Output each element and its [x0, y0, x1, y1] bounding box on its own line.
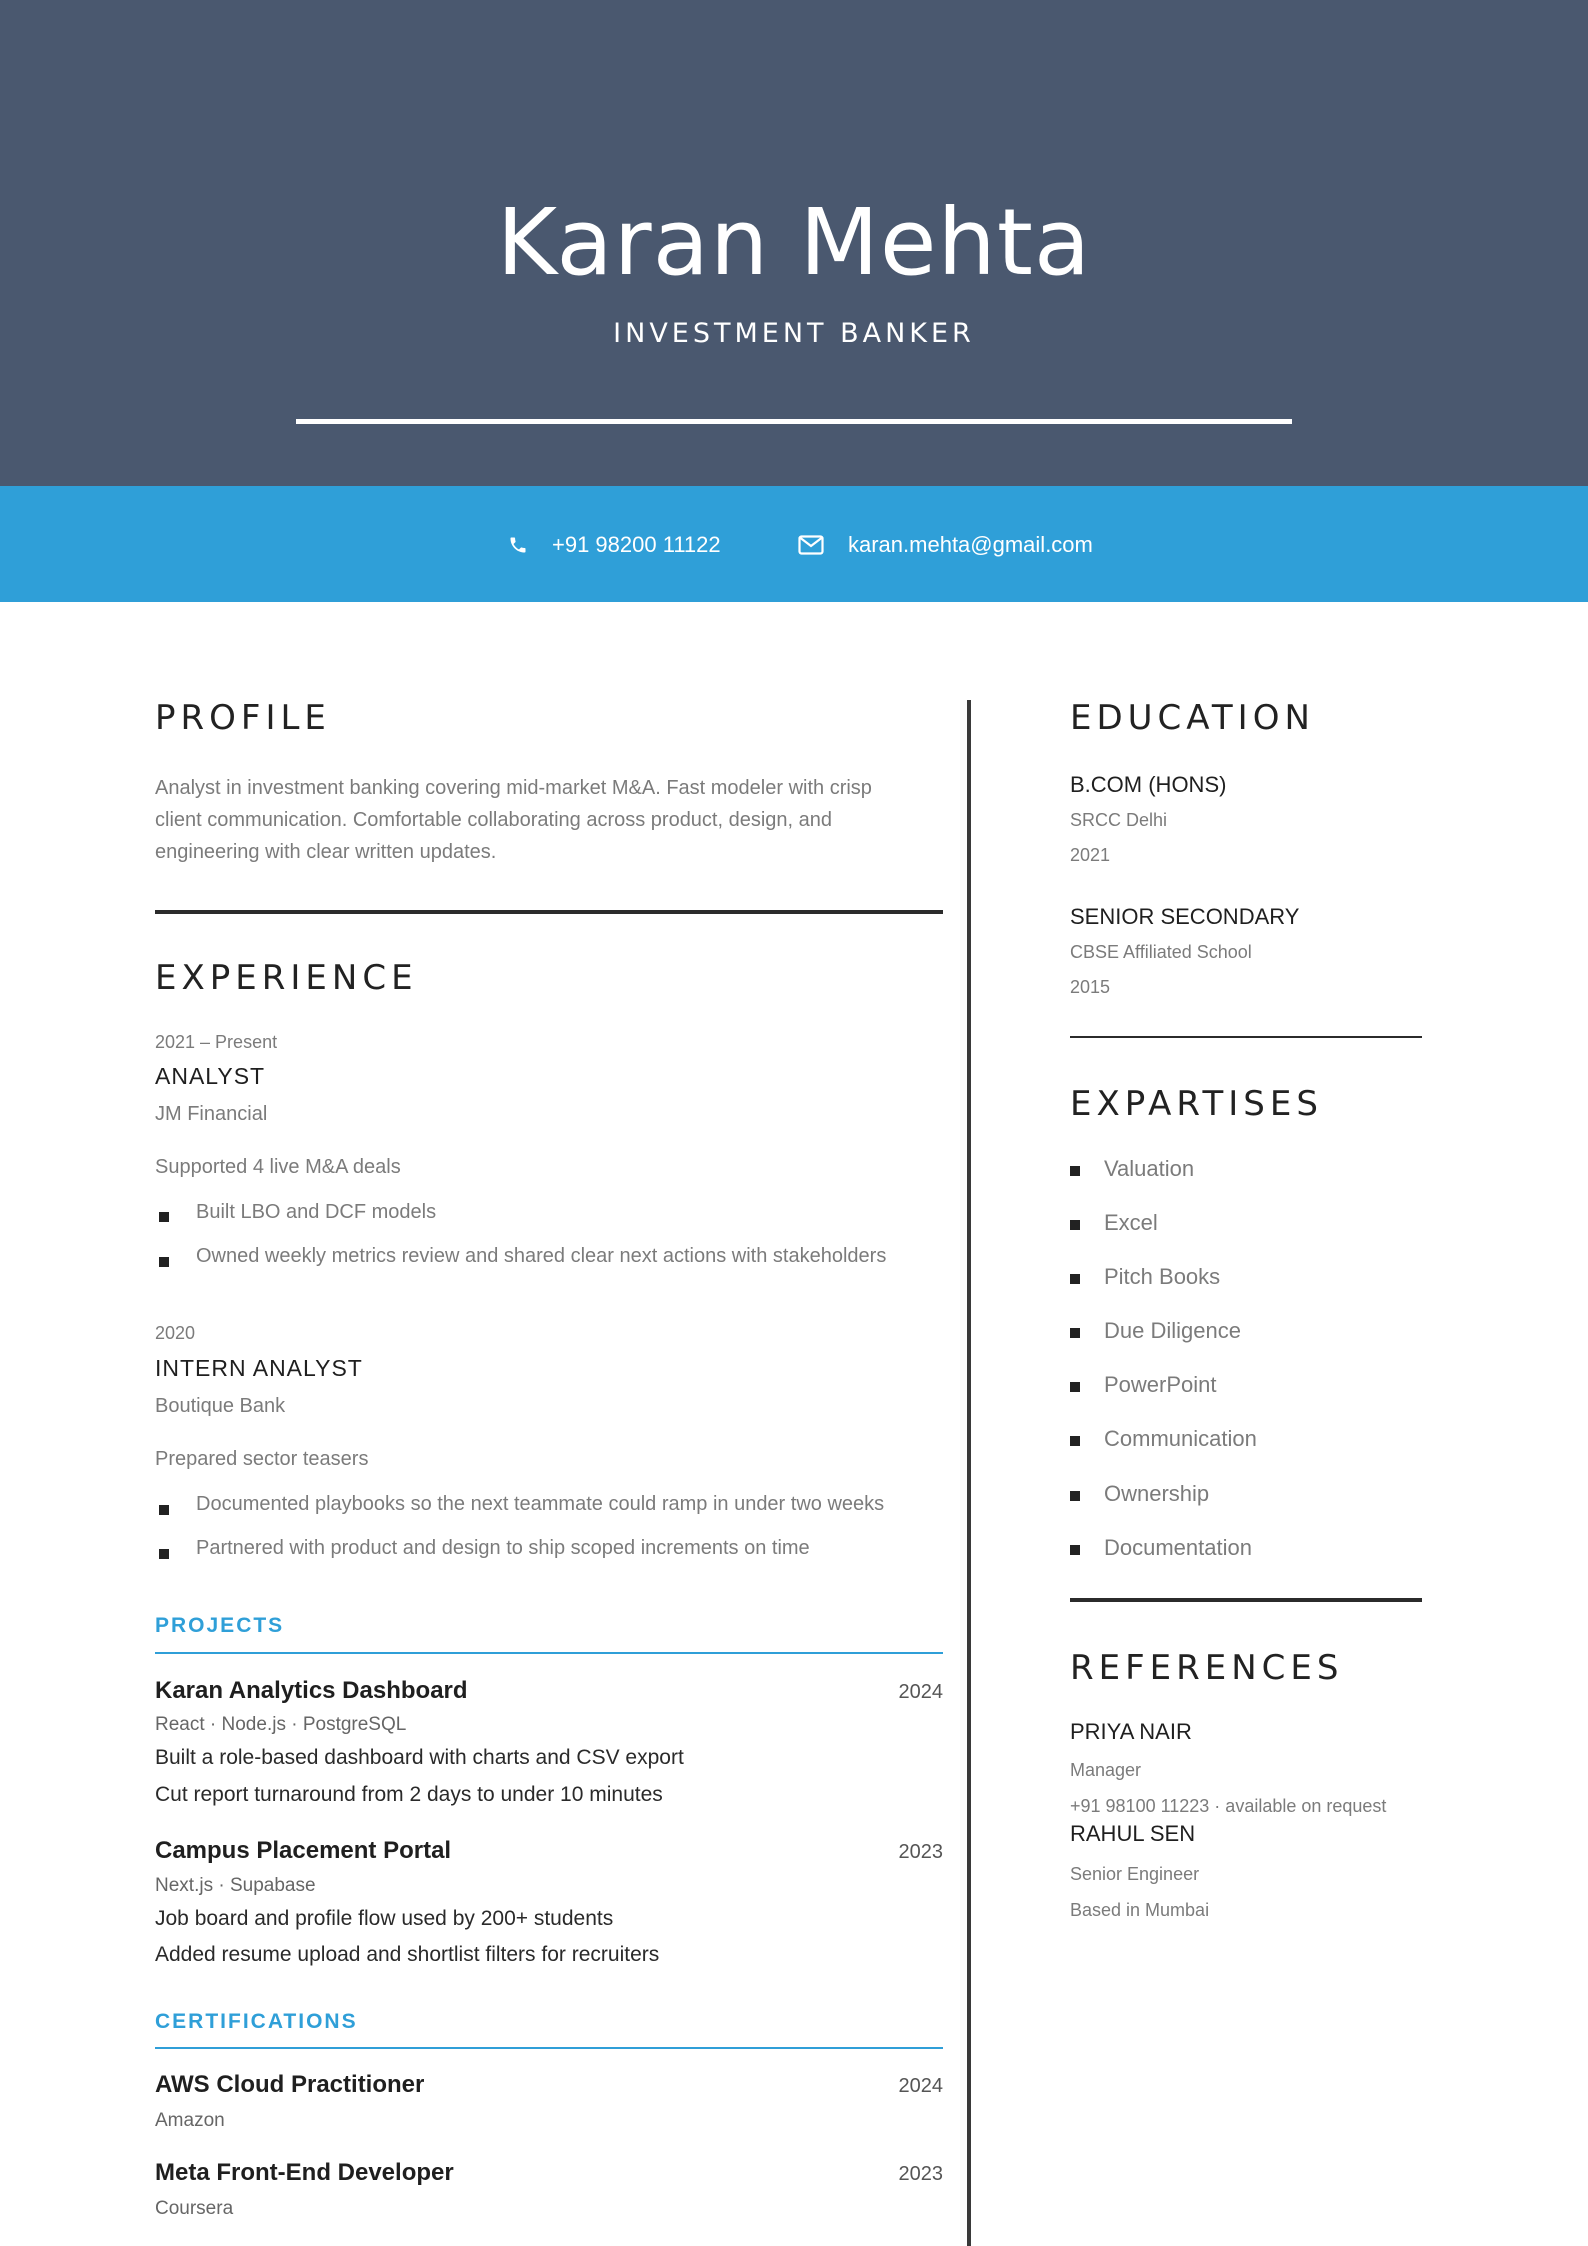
bullet-icon [1070, 1274, 1080, 1284]
column-divider [967, 700, 971, 2246]
profile-line: Analyst in investment banking covering mid-market M&A. Fast modeler with crisp [155, 777, 872, 799]
expertise-item: Documentation [1104, 1535, 1252, 1560]
education-year: 2021 [1070, 845, 1111, 865]
job-summary: Supported 4 live M&A deals [155, 1156, 401, 1178]
reference-name: RAHUL SEN [1070, 1821, 1196, 1846]
reference-title: Manager [1070, 1760, 1142, 1780]
expertise-item: Excel [1104, 1210, 1158, 1235]
job-dates: 2021 – Present [155, 1032, 278, 1052]
candidate-role: INVESTMENT BANKER [613, 318, 975, 349]
reference-name: PRIYA NAIR [1070, 1719, 1192, 1744]
job-bullet: Built LBO and DCF models [196, 1201, 437, 1223]
reference-detail: +91 98100 11223 · available on request [1070, 1796, 1387, 1816]
education-degree: SENIOR SECONDARY [1070, 904, 1300, 929]
project-name: Campus Placement Portal [155, 1837, 452, 1864]
job-bullet: Documented playbooks so the next teammate could ramp in under two weeks [196, 1493, 885, 1515]
project-year: 2024 [898, 1681, 943, 1703]
expertise-item: Pitch Books [1104, 1264, 1221, 1289]
projects-divider [155, 1652, 943, 1654]
bullet-icon [1070, 1382, 1080, 1392]
job-role: INTERN ANALYST [155, 1355, 363, 1381]
certification-name: AWS Cloud Practitioner [155, 2071, 425, 2098]
job-role: ANALYST [155, 1063, 266, 1089]
education-school: CBSE Affiliated School [1070, 942, 1252, 962]
section-divider [1070, 1598, 1422, 1602]
profile-line: client communication. Comfortable collaborating across product, design, and [155, 809, 833, 831]
bullet-icon [1070, 1491, 1080, 1501]
resume-header [0, 0, 1588, 486]
phone-number: +91 98200 11122 [552, 532, 721, 557]
project-stack: React · Node.js · PostgreSQL [155, 1714, 407, 1735]
bullet-icon [159, 1257, 169, 1267]
job-company: Boutique Bank [155, 1395, 286, 1417]
bullet-icon [159, 1549, 169, 1559]
bullet-icon [1070, 1328, 1080, 1338]
project-line: Job board and profile flow used by 200+ students [155, 1907, 614, 1930]
contact-email[interactable] [798, 532, 1093, 558]
mail-icon [798, 535, 824, 555]
expertise-item: Communication [1104, 1426, 1257, 1451]
bullet-icon [1070, 1220, 1080, 1230]
candidate-name: Karan Mehta [496, 189, 1092, 296]
experience-title: EXPERIENCE [155, 958, 418, 998]
bullet-icon [1070, 1166, 1080, 1176]
references-title: REFERENCES [1070, 1648, 1344, 1688]
certifications-divider [155, 2047, 943, 2049]
project-line: Cut report turnaround from 2 days to under 10 minutes [155, 1783, 663, 1806]
certification-issuer: Coursera [155, 2198, 234, 2219]
job-bullet: Owned weekly metrics review and shared clear next actions with stakeholders [196, 1245, 887, 1267]
expertise-title: EXPARTISES [1070, 1084, 1323, 1124]
education-year: 2015 [1070, 977, 1111, 997]
expertise-item: PowerPoint [1104, 1372, 1217, 1397]
expertise-item: Valuation [1104, 1156, 1195, 1181]
contact-bar [0, 486, 1588, 602]
job-bullet: Partnered with product and design to ship scoped increments on time [196, 1537, 810, 1559]
expertise-item: Due Diligence [1104, 1318, 1241, 1343]
profile-title: PROFILE [155, 698, 331, 738]
project-stack: Next.js · Supabase [155, 1875, 316, 1896]
email-address: karan.mehta@gmail.com [848, 532, 1093, 557]
certification-year: 2024 [898, 2075, 943, 2097]
bullet-icon [159, 1505, 169, 1515]
reference-title: Senior Engineer [1070, 1864, 1200, 1884]
job-company: JM Financial [155, 1103, 268, 1125]
bullet-icon [1070, 1545, 1080, 1555]
education-title: EDUCATION [1070, 698, 1315, 738]
education-degree: B.COM (HONS) [1070, 772, 1227, 797]
profile-line: engineering with clear written updates. [155, 841, 497, 863]
certification-year: 2023 [898, 2163, 943, 2185]
project-year: 2023 [898, 1841, 943, 1863]
project-name: Karan Analytics Dashboard [155, 1677, 468, 1704]
certifications-title: CERTIFICATIONS [155, 2010, 358, 2033]
header-divider [296, 419, 1292, 424]
bullet-icon [159, 1212, 169, 1222]
reference-detail: Based in Mumbai [1070, 1900, 1210, 1920]
job-summary: Prepared sector teasers [155, 1448, 369, 1470]
project-line: Added resume upload and shortlist filters for recruiters [155, 1943, 660, 1966]
project-line: Built a role-based dashboard with charts and CSV export [155, 1746, 684, 1769]
job-dates: 2020 [155, 1323, 196, 1343]
certification-issuer: Amazon [155, 2110, 225, 2131]
section-divider [155, 910, 943, 914]
bullet-icon [1070, 1436, 1080, 1446]
contact-phone[interactable] [508, 532, 721, 558]
section-divider [1070, 1036, 1422, 1038]
certification-name: Meta Front-End Developer [155, 2159, 454, 2186]
phone-icon [508, 535, 528, 555]
education-school: SRCC Delhi [1070, 810, 1168, 830]
projects-title: PROJECTS [155, 1614, 285, 1637]
profile-summary [155, 772, 935, 868]
expertise-item: Ownership [1104, 1481, 1210, 1506]
